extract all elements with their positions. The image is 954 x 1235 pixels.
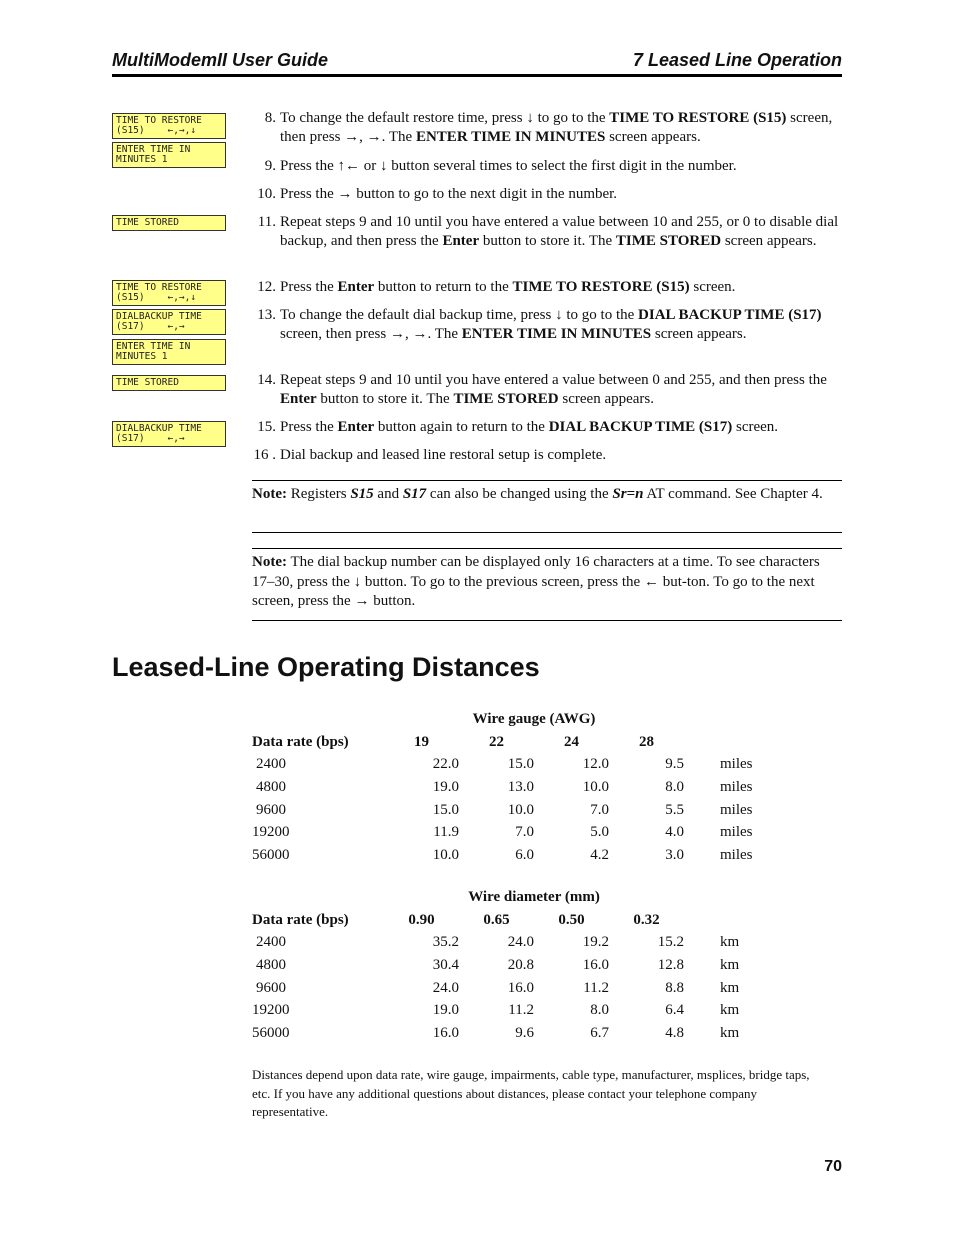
lcd-screen-enter-time: ENTER TIME IN MINUTES 1	[112, 142, 226, 168]
table-row: 4800 19.0 13.0 10.0 8.0 miles	[256, 778, 753, 795]
table-row: 2400 35.2 24.0 19.2 15.2 km	[256, 934, 740, 951]
distance-table-mm	[252, 886, 810, 1045]
lcd-screen-time-stored: TIME STORED	[112, 375, 226, 391]
lcd-screen-time-stored: TIME STORED	[112, 215, 226, 231]
table-row: 2400 22.0 15.0 12.0 9.5 miles	[256, 756, 753, 773]
table-row: 56000 16.0 9.6 6.7 4.8 km	[252, 1024, 740, 1041]
arrow-up-left-icon: ↑←	[337, 158, 360, 174]
table-row: 19200 11.9 7.0 5.0 4.0 miles	[252, 824, 753, 841]
lcd-screen-enter-time: ENTER TIME IN MINUTES 1	[112, 339, 226, 365]
page-header	[112, 48, 842, 77]
page-number: 70	[824, 1158, 842, 1175]
table-row: 56000 10.0 6.0 4.2 3.0 miles	[252, 846, 753, 863]
lcd-screen-time-to-restore: TIME TO RESTORE (S15) ←,→,↓	[112, 280, 226, 306]
arrow-right-icon: →	[354, 593, 370, 609]
distance-table-awg	[252, 708, 810, 867]
arrow-down-icon: ↓	[353, 573, 362, 590]
table-caption-row	[252, 708, 810, 731]
arrow-down-icon: ↓	[526, 110, 534, 126]
arrow-right-icon: →, →	[389, 326, 428, 342]
table-row: 9600 15.0 10.0 7.0 5.5 miles	[256, 801, 753, 818]
table-header-row: Data rate (bps) 0.90 0.65 0.50 0.32	[252, 911, 660, 928]
table-header-row: Data rate (bps) 19 22 24 28	[252, 733, 654, 750]
distance-footnote: Distances depend upon data rate, wire gauge, impairments, cable type, manufacturer, msplices, bridge taps, etc. If you have any additional questions about distances, please contact your telephone company representative.	[252, 1067, 810, 1119]
section-title: Leased-Line Operating Distances	[112, 652, 540, 682]
arrow-down-icon: ↓	[555, 307, 563, 323]
lcd-screen-dialbackup-time: DIALBACKUP TIME (S17) ←,→	[112, 421, 226, 447]
table-caption-row	[252, 886, 810, 909]
note-registers: Note: Registers S15 and S17 can also be changed using the Sr=n AT command. See Chapter 4.	[252, 480, 842, 533]
lcd-screen-time-to-restore: TIME TO RESTORE (S15) ←,→,↓	[112, 113, 226, 139]
arrow-down-icon: ↓	[380, 158, 388, 174]
table-row: 19200 19.0 11.2 8.0 6.4 km	[252, 1002, 740, 1019]
table-row: 9600 24.0 16.0 11.2 8.8 km	[256, 979, 740, 996]
chapter-title: 7 Leased Line Operation	[632, 50, 842, 70]
table-caption: Wire gauge (AWG)	[472, 710, 596, 727]
lcd-screen-dialbackup-time: DIALBACKUP TIME (S17) ←,→	[112, 309, 226, 335]
table-row: 4800 30.4 20.8 16.0 12.8 km	[256, 956, 740, 973]
table-caption: Wire diameter (mm)	[468, 888, 600, 905]
arrow-right-icon: →, →	[344, 129, 382, 145]
note-dial-backup-number: Note: The dial backup number can be displayed only 16 characters at a time. To see characters 17–30, press the ↓ button. To go to the previous screen, press the ← but-ton. To go to the next screen, press the → button.	[252, 548, 842, 621]
guide-title: MultiModemII User Guide	[112, 50, 329, 70]
arrow-left-icon: ←	[643, 573, 659, 590]
arrow-right-icon: →	[337, 186, 353, 202]
